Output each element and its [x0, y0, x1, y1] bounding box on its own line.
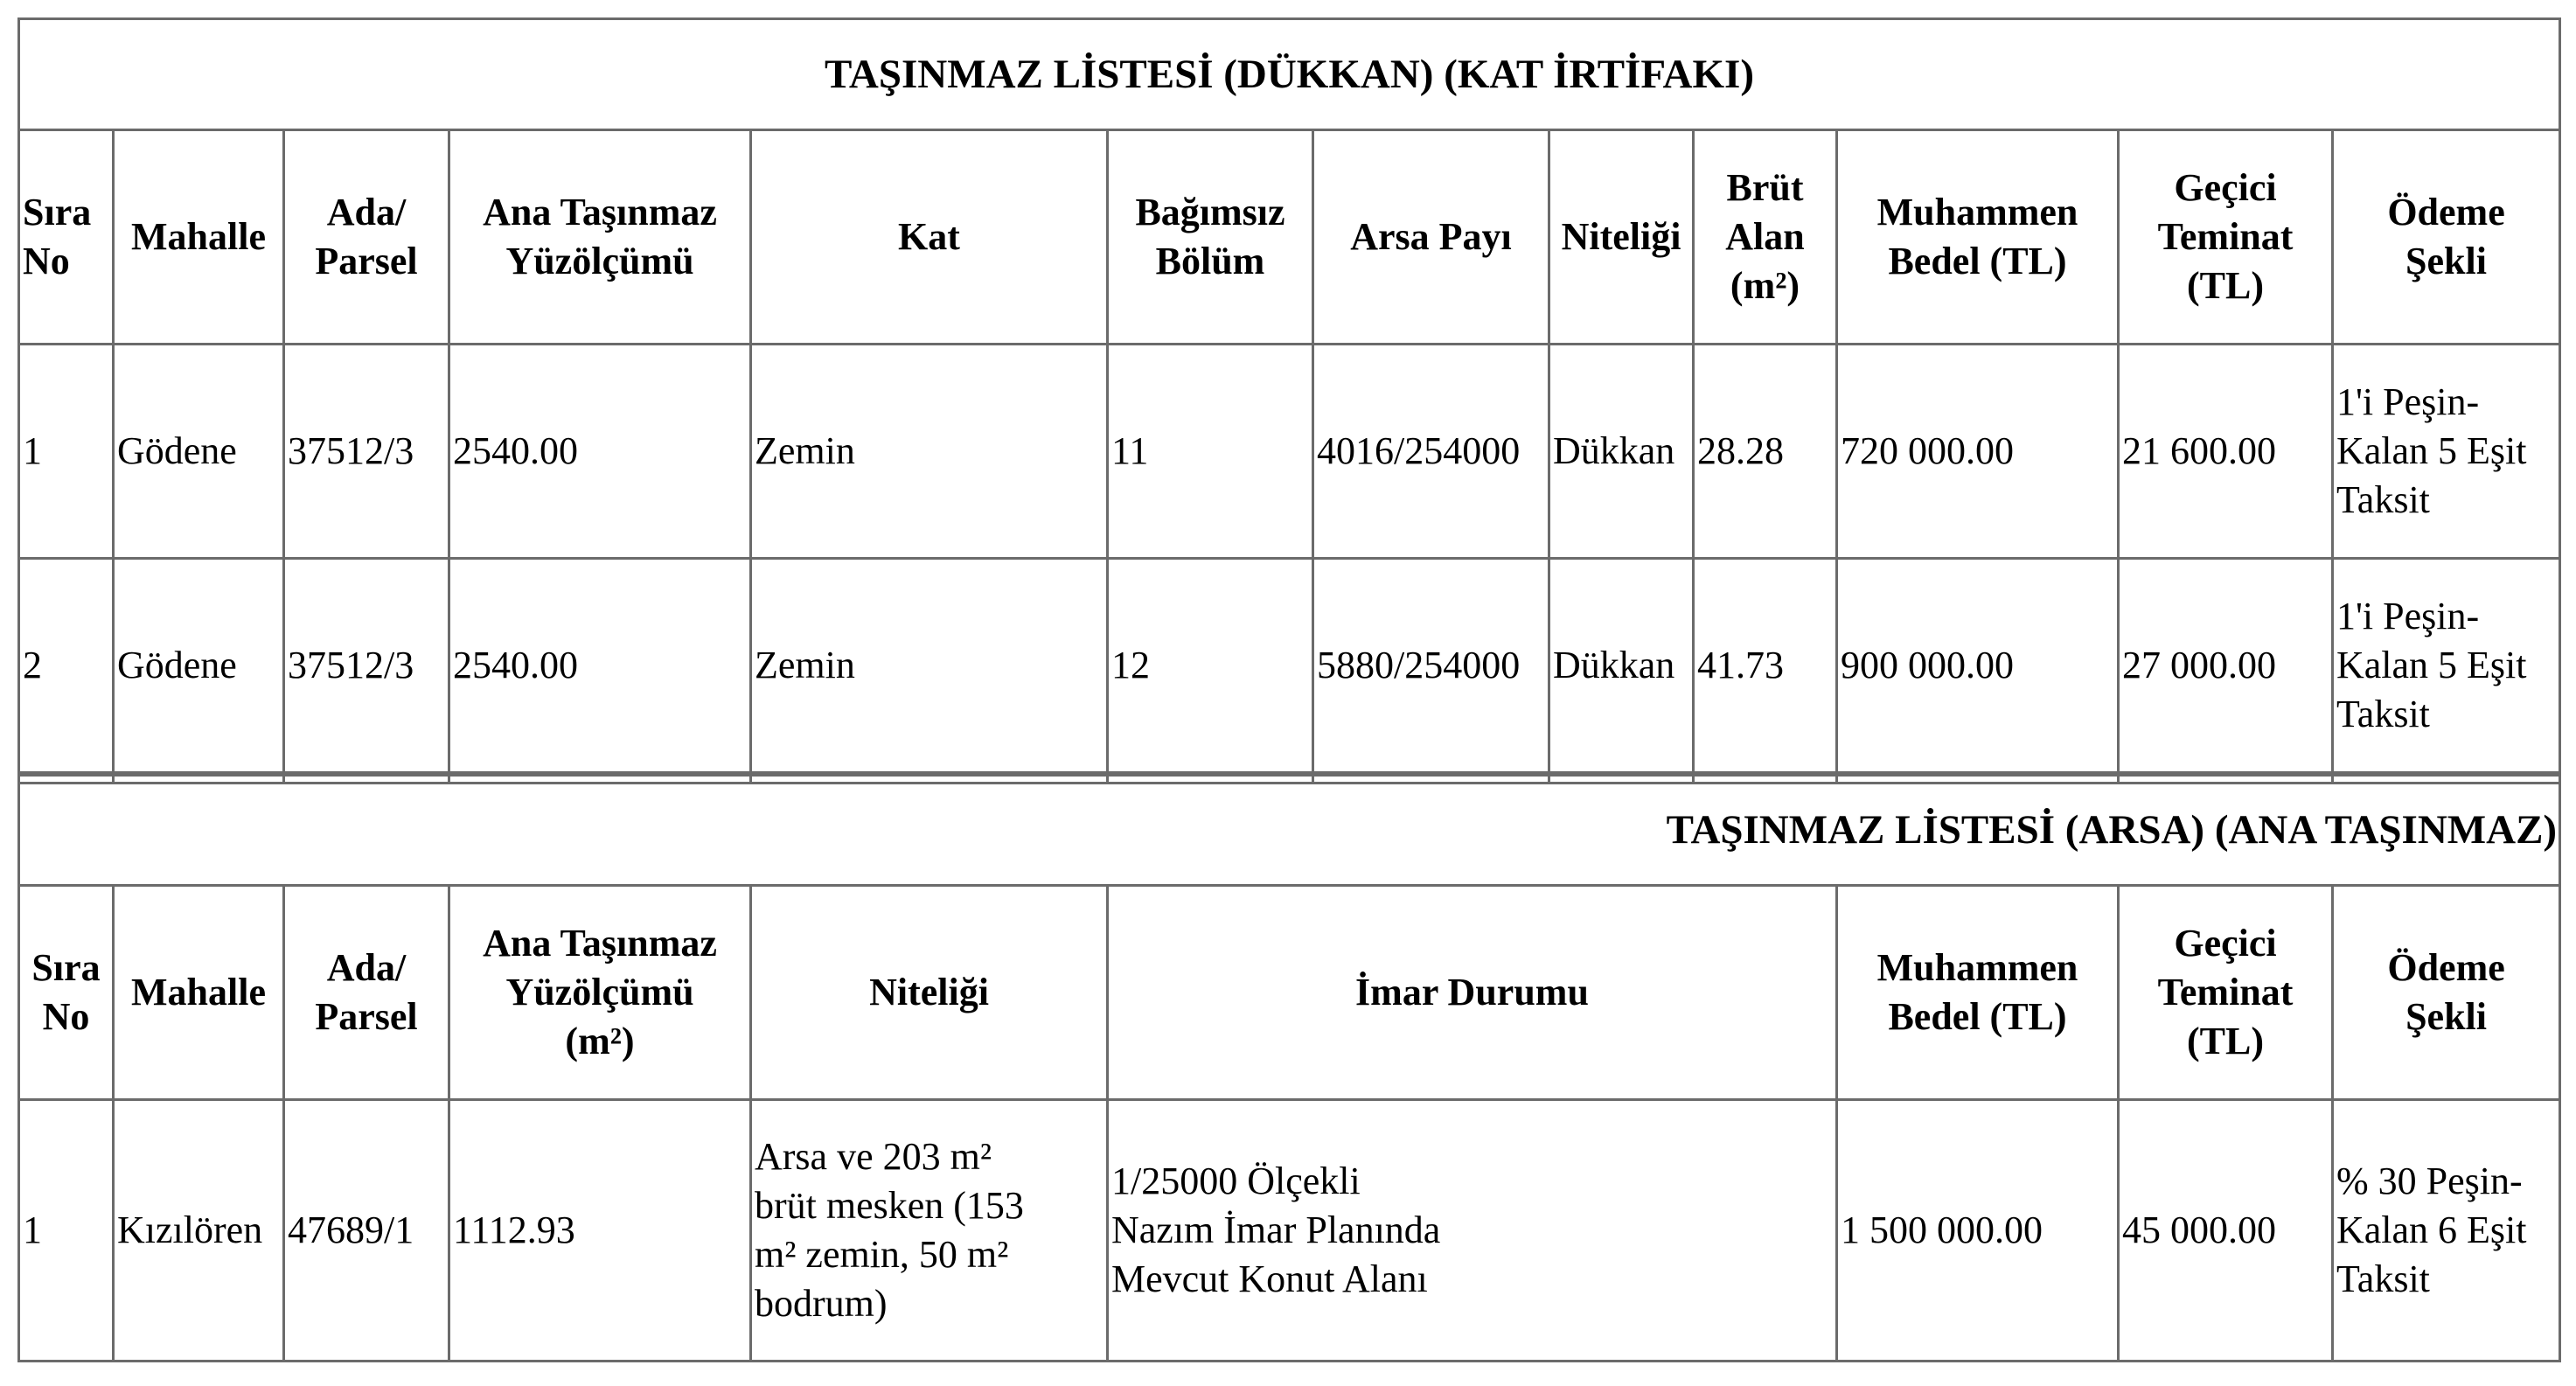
cell-arsa-payi: 5880/254000	[1313, 559, 1549, 775]
header-kat: Kat	[751, 130, 1108, 345]
header-sira: Sıra No	[19, 886, 114, 1100]
header-niteligi: Niteliği	[1549, 130, 1694, 345]
cell-imar-durumu: 1/25000 Ölçekli Nazım İmar Planında Mevcut Konut Alanı	[1108, 1100, 1837, 1362]
arsa-table	[17, 773, 2561, 1362]
cell-bagimsiz-bolum: 12	[1108, 559, 1313, 775]
cell-muhammen-bedel: 900 000.00	[1837, 559, 2119, 775]
cell-yuzolcumu: 2540.00	[449, 345, 751, 559]
cell-brut-alan: 41.73	[1694, 559, 1837, 775]
cell-gecici-teminat: 21 600.00	[2119, 345, 2333, 559]
header-muhammen-bedel: Muhammen Bedel (TL)	[1837, 130, 2119, 345]
cell-brut-alan: 28.28	[1694, 345, 1837, 559]
cell-odeme-sekli: 1'i Peşin- Kalan 5 Eşit Taksit	[2333, 559, 2560, 775]
cell-yuzolcumu: 2540.00	[449, 559, 751, 775]
header-sira: Sıra No	[19, 130, 114, 345]
header-odeme-sekli: Ödeme Şekli	[2333, 886, 2560, 1100]
cell-mahalle: Gödene	[114, 345, 284, 559]
arsa-header-row	[19, 886, 2560, 1100]
header-gecici-teminat: Geçici Teminat (TL)	[2119, 130, 2333, 345]
header-bagimsiz-bolum: Bağımsız Bölüm	[1108, 130, 1313, 345]
header-mahalle: Mahalle	[114, 886, 284, 1100]
cell-niteligi: Dükkan	[1549, 345, 1694, 559]
cell-muhammen-bedel: 1 500 000.00	[1837, 1100, 2119, 1362]
table-row	[19, 1100, 2560, 1362]
cell-sira: 1	[19, 345, 114, 559]
dukkan-header-row	[19, 130, 2560, 345]
dukkan-table-title: TAŞINMAZ LİSTESİ (DÜKKAN) (KAT İRTİFAKI)	[19, 19, 2560, 130]
cell-muhammen-bedel: 720 000.00	[1837, 345, 2119, 559]
dukkan-title-row	[19, 19, 2560, 130]
cell-odeme-sekli: 1'i Peşin- Kalan 5 Eşit Taksit	[2333, 345, 2560, 559]
cell-mahalle: Kızılören	[114, 1100, 284, 1362]
header-yuzolcumu: Ana Taşınmaz Yüzölçümü	[449, 130, 751, 345]
table-row	[19, 345, 2560, 559]
header-ada-parsel: Ada/ Parsel	[284, 886, 449, 1100]
header-muhammen-bedel: Muhammen Bedel (TL)	[1837, 886, 2119, 1100]
header-gecici-teminat: Geçici Teminat (TL)	[2119, 886, 2333, 1100]
arsa-title-row	[19, 775, 2560, 886]
dukkan-table	[17, 17, 2561, 784]
header-ada-parsel: Ada/ Parsel	[284, 130, 449, 345]
header-arsa-payi: Arsa Payı	[1313, 130, 1549, 345]
cell-ada-parsel: 37512/3	[284, 559, 449, 775]
cell-kat: Zemin	[751, 345, 1108, 559]
cell-bagimsiz-bolum: 11	[1108, 345, 1313, 559]
cell-yuzolcumu: 1112.93	[449, 1100, 751, 1362]
cell-sira: 2	[19, 559, 114, 775]
cell-odeme-sekli: % 30 Peşin- Kalan 6 Eşit Taksit	[2333, 1100, 2560, 1362]
header-yuzolcumu: Ana Taşınmaz Yüzölçümü (m²)	[449, 886, 751, 1100]
header-mahalle: Mahalle	[114, 130, 284, 345]
header-imar-durumu: İmar Durumu	[1108, 886, 1837, 1100]
cell-sira: 1	[19, 1100, 114, 1362]
header-niteligi: Niteliği	[751, 886, 1108, 1100]
cell-mahalle: Gödene	[114, 559, 284, 775]
cell-niteligi: Dükkan	[1549, 559, 1694, 775]
cell-arsa-payi: 4016/254000	[1313, 345, 1549, 559]
arsa-table-title: TAŞINMAZ LİSTESİ (ARSA) (ANA TAŞINMAZ)	[19, 775, 2560, 886]
cell-ada-parsel: 47689/1	[284, 1100, 449, 1362]
cell-gecici-teminat: 27 000.00	[2119, 559, 2333, 775]
cell-gecici-teminat: 45 000.00	[2119, 1100, 2333, 1362]
header-brut-alan: Brüt Alan (m²)	[1694, 130, 1837, 345]
header-odeme-sekli: Ödeme Şekli	[2333, 130, 2560, 345]
cell-kat: Zemin	[751, 559, 1108, 775]
cell-niteligi: Arsa ve 203 m² brüt mesken (153 m² zemin, 50 m² bodrum)	[751, 1100, 1108, 1362]
cell-ada-parsel: 37512/3	[284, 345, 449, 559]
table-row	[19, 559, 2560, 775]
